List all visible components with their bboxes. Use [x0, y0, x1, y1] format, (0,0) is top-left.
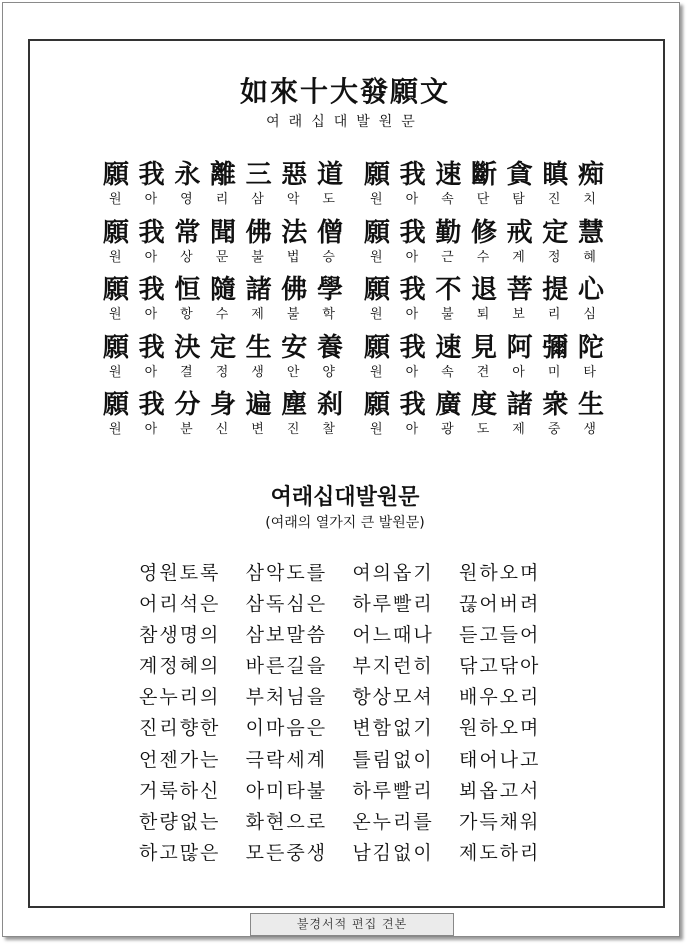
vow-right-1 [364, 159, 604, 217]
vow-hanja: 願 我 分 身 遍 塵 刹 [103, 390, 343, 420]
verse-phrase: 여의옵기 [352, 562, 434, 584]
vow-hanja: 願 我 恒 隨 諸 佛 學 [103, 275, 343, 305]
hanja-title-reading: 여래십대발원문 [266, 114, 424, 130]
vow-hanja: 願 我 廣 度 諸 衆 生 [364, 390, 604, 420]
verse-line [139, 713, 559, 744]
vow-reading: 원 아 근 수 계 정 혜 [370, 249, 596, 265]
verse-phrase: 삼보말씀 [245, 624, 328, 647]
vow-reading: 원 아 속 견 아 미 타 [370, 364, 596, 380]
verse-phrase: 부처님을 [245, 686, 328, 709]
vow-hanja: 願 我 勤 修 戒 定 慧 [364, 217, 604, 248]
verse-phrase: 참생명의 [139, 624, 221, 647]
verse-line [139, 589, 559, 620]
footer-label: 불경서적 편집 견본 [250, 913, 454, 936]
vow-right-5 [364, 389, 604, 447]
vow-reading: 원 아 광 도 제 중 생 [370, 422, 596, 437]
verse-phrase: 바른길을 [245, 655, 328, 678]
vow-reading: 원 아 영 리 삼 악 도 [109, 192, 335, 207]
vow-hanja: 願 我 速 見 阿 彌 陀 [364, 332, 604, 363]
verse-phrase: 변함없기 [352, 717, 434, 740]
vow-hanja: 願 我 常 聞 佛 法 僧 [103, 217, 343, 248]
verse-phrase: 모든중생 [245, 841, 328, 864]
vow-left-5 [103, 389, 343, 447]
verse-phrase: 어리석은 [139, 593, 221, 616]
verse-phrase: 화현으로 [245, 810, 328, 833]
verse-phrase: 극락세계 [245, 748, 328, 771]
verse-phrase: 삼악도를 [245, 562, 328, 584]
vow-column-left [103, 159, 343, 447]
vow-left-1 [103, 159, 343, 217]
korean-verse [139, 558, 559, 869]
verse-phrase: 남김없이 [352, 841, 434, 864]
verse-phrase: 한량없는 [139, 810, 221, 833]
vow-reading: 원 아 결 정 생 안 양 [109, 364, 335, 380]
vow-left-2 [103, 217, 343, 275]
verse-phrase: 가득채워 [458, 810, 541, 833]
verse-line [139, 745, 559, 776]
verse-phrase: 듣고들어 [458, 624, 541, 647]
verse-line [139, 682, 559, 713]
vow-column-right [364, 159, 604, 447]
verse-line [139, 838, 559, 869]
verse-phrase: 하고많은 [139, 841, 221, 864]
vow-hanja: 願 我 不 退 菩 提 心 [364, 275, 604, 305]
verse-phrase: 계정혜의 [139, 655, 221, 678]
vow-right-4 [364, 332, 604, 390]
vow-right-2 [364, 217, 604, 275]
verse-phrase: 원하오며 [458, 562, 541, 584]
verse-phrase: 제도하리 [458, 841, 541, 864]
hanja-title: 如來十大發願文 [239, 75, 450, 108]
verse-phrase: 뵈옵고서 [458, 779, 541, 802]
verse-line [139, 651, 559, 682]
verse-line [139, 807, 559, 838]
verse-phrase: 부지런히 [352, 655, 434, 678]
verse-phrase: 원하오며 [458, 717, 541, 740]
vow-reading: 원 아 불 퇴 보 리 심 [370, 307, 596, 322]
verse-phrase: 하루빨리 [352, 779, 434, 802]
verse-phrase: 삼독심은 [245, 593, 328, 616]
vow-hanja: 願 我 速 斷 貪 瞋 痴 [364, 160, 604, 190]
verse-phrase: 언젠가는 [139, 748, 221, 771]
verse-phrase: 진리향한 [139, 717, 221, 740]
vow-left-4 [103, 332, 343, 390]
vow-left-3 [103, 274, 343, 332]
vow-reading: 원 아 항 수 제 불 학 [109, 307, 335, 322]
vow-right-3 [364, 274, 604, 332]
verse-phrase: 하루빨리 [352, 593, 434, 616]
vow-hanja: 願 我 決 定 生 安 養 [103, 332, 343, 363]
verse-phrase: 배우오리 [458, 686, 541, 709]
verse-phrase: 태어나고 [458, 748, 541, 771]
korean-subtitle: (여래의 열가지 큰 발원문) [265, 515, 425, 531]
verse-phrase: 온누리의 [139, 686, 221, 709]
verse-phrase: 틀림없이 [352, 748, 434, 771]
verse-phrase: 닦고닦아 [458, 655, 541, 678]
verse-phrase: 어느때나 [352, 624, 434, 647]
verse-phrase: 항상모셔 [352, 686, 434, 709]
verse-line [139, 776, 559, 807]
korean-title: 여래십대발원문 [270, 485, 420, 510]
verse-phrase: 이마음은 [245, 717, 328, 740]
verse-phrase: 끊어버려 [458, 593, 541, 616]
verse-line [139, 620, 559, 651]
vow-reading: 원 아 상 문 불 법 승 [109, 249, 335, 265]
verse-line [139, 558, 559, 589]
verse-phrase: 온누리를 [352, 810, 434, 833]
verse-phrase: 아미타불 [245, 779, 328, 802]
vow-hanja: 願 我 永 離 三 惡 道 [103, 160, 343, 190]
vow-reading: 원 아 분 신 변 진 찰 [109, 422, 335, 437]
verse-phrase: 영원토록 [139, 562, 221, 584]
vow-reading: 원 아 속 단 탐 진 치 [370, 192, 596, 207]
verse-phrase: 거룩하신 [139, 779, 221, 802]
